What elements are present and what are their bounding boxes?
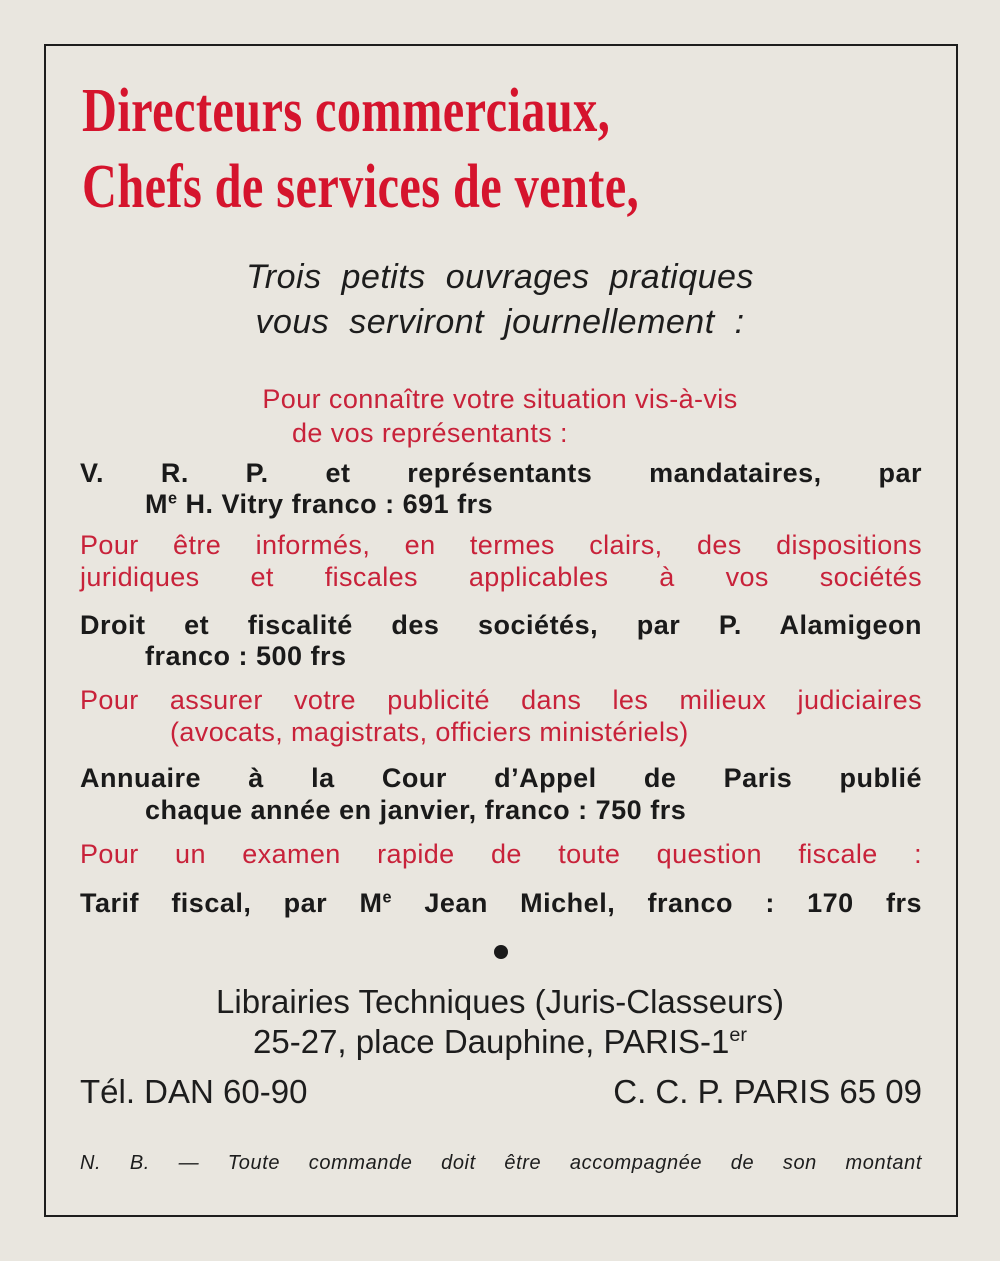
section-2-purpose-line-2: juridiques et fiscales applicables à vos sociétés [80, 562, 922, 592]
publisher-name: Librairies Techniques (Juris-Classeurs) [216, 983, 784, 1020]
section-4-purpose-line-1: Pour un examen rapide de toute question fiscale : [80, 839, 922, 869]
section-2-purpose-line-1: Pour être informés, en termes clairs, des dispositions [80, 530, 922, 560]
book-author-sup: e [382, 888, 393, 907]
section-1-purpose-line-2: de vos représentants : [292, 418, 568, 448]
section-2-book-line-2: franco : 500 frs [145, 641, 347, 671]
publisher-address-sup: er [729, 1024, 747, 1047]
book-prefix-sup: e [168, 489, 178, 508]
publisher-phone: Tél. DAN 60-90 [80, 1073, 308, 1110]
headline-line-2: Chefs de services de vente, [82, 153, 640, 221]
section-1-purpose-line-1: Pour connaître votre situation vis-à-vis [262, 384, 738, 414]
intro-line-2: vous serviront journellement : [255, 303, 745, 341]
intro-line-1: Trois petits ouvrages pratiques [246, 258, 754, 296]
book-title-author: Tarif fiscal, par M [80, 888, 383, 918]
book-prefix: M [145, 489, 168, 519]
section-3-purpose-line-2: (avocats, magistrats, officiers ministériels) [170, 717, 689, 747]
order-note: N. B. — Toute commande doit être accompagnée de son montant [80, 1152, 922, 1174]
publisher-address [0, 1023, 1000, 1061]
section-1-book-line-1: V. R. P. et représentants mandataires, par [80, 458, 922, 488]
section-2-book-line-1: Droit et fiscalité des sociétés, par P. Alamigeon [80, 610, 922, 640]
section-3-book-line-1: Annuaire à la Cour d’Appel de Paris publié [80, 763, 922, 793]
book-author-price: Jean Michel, franco : 170 frs [392, 888, 923, 918]
headline-line-1: Directeurs commerciaux, [82, 77, 611, 145]
section-4-book-line [80, 888, 922, 919]
book-author-price: H. Vitry franco : 691 frs [185, 489, 494, 519]
section-1-book-line-2 [145, 489, 493, 520]
section-3-book-line-2: chaque année en janvier, franco : 750 frs [145, 795, 687, 825]
section-3-purpose-line-1: Pour assurer votre publicité dans les milieux judiciaires [80, 685, 922, 715]
separator-bullet [494, 945, 508, 959]
publisher-address-text: 25-27, place Dauphine, PARIS-1 [253, 1023, 730, 1060]
publisher-ccp: C. C. P. PARIS 65 09 [613, 1073, 922, 1110]
